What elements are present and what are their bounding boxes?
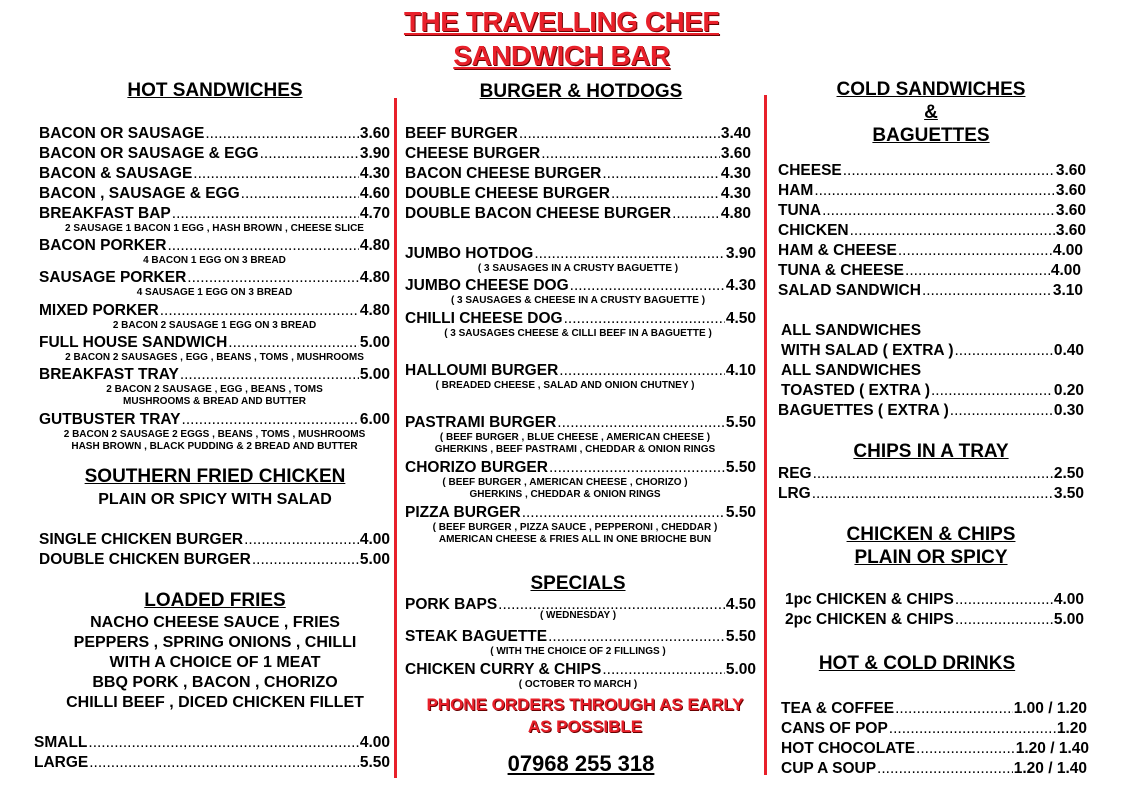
item-name: GUTBUSTER TRAY bbox=[39, 411, 181, 428]
item-price: 3.10 bbox=[1052, 282, 1083, 299]
menu-item bbox=[781, 740, 1089, 758]
item-name: LRG bbox=[778, 485, 811, 502]
item-price: 3.60 bbox=[1055, 182, 1086, 199]
dot-leader bbox=[955, 611, 1053, 629]
dot-leader bbox=[182, 411, 359, 429]
menu-item bbox=[39, 145, 390, 163]
phone-number[interactable]: 07968 255 318 bbox=[507, 751, 655, 776]
menu-item bbox=[778, 202, 1086, 220]
item-note: 4 SAUSAGE 1 EGG ON 3 BREAD bbox=[136, 287, 293, 298]
item-price: 3.90 bbox=[359, 145, 390, 162]
dot-leader bbox=[167, 237, 358, 255]
item-price: 4.30 bbox=[720, 165, 751, 182]
loaded-fries-heading: LOADED FRIES bbox=[144, 590, 286, 611]
specials-heading: SPECIALS bbox=[530, 573, 626, 594]
item-name: SALAD SANDWICH bbox=[778, 282, 921, 299]
item-note: HASH BROWN , BLACK PUDDING & 2 BREAD AND BUTTER bbox=[71, 441, 358, 452]
item-price: 4.00 bbox=[1052, 242, 1083, 259]
item-name: BREAKFAST TRAY bbox=[39, 366, 179, 383]
item-price: 4.50 bbox=[725, 310, 756, 327]
dot-leader bbox=[814, 182, 1055, 200]
item-price: 4.80 bbox=[720, 205, 751, 222]
menu-item bbox=[405, 310, 756, 328]
menu-item bbox=[39, 237, 390, 255]
dot-leader bbox=[905, 262, 1050, 280]
menu-item bbox=[39, 366, 390, 384]
cold-sandwiches-heading-amp: & bbox=[924, 102, 938, 123]
menu-item bbox=[785, 591, 1084, 609]
item-note: AMERICAN CHEESE & FRIES ALL IN ONE BRIOCHE BUN bbox=[438, 534, 712, 545]
dot-leader bbox=[672, 205, 720, 223]
item-price: 4.80 bbox=[359, 302, 390, 319]
item-note: 2 SAUSAGE 1 BACON 1 EGG , HASH BROWN , CHEESE SLICE bbox=[65, 223, 364, 234]
menu-item bbox=[39, 125, 390, 143]
item-price: 3.60 bbox=[1055, 162, 1086, 179]
item-name: CHICKEN bbox=[778, 222, 849, 239]
item-price: 4.00 bbox=[1050, 262, 1081, 279]
item-price: 5.50 bbox=[725, 414, 756, 431]
dot-leader bbox=[895, 700, 1013, 718]
item-note: ( WITH THE CHOICE OF 2 FILLINGS ) bbox=[490, 646, 666, 657]
loaded-fries-line: BBQ PORK , BACON , CHORIZO bbox=[92, 674, 338, 691]
menu-item bbox=[34, 734, 390, 752]
item-price: 4.50 bbox=[725, 596, 756, 613]
column-divider-right bbox=[764, 95, 767, 775]
item-price: 1.20 / 1.40 bbox=[1015, 740, 1089, 757]
dot-leader bbox=[260, 145, 359, 163]
item-name: CHICKEN CURRY & CHIPS bbox=[405, 661, 602, 678]
chips-heading: CHIPS IN A TRAY bbox=[853, 441, 1009, 462]
dot-leader bbox=[898, 242, 1052, 260]
dot-leader bbox=[602, 165, 719, 183]
item-note: ( 3 SAUSAGES IN A CRUSTY BAGUETTE ) bbox=[477, 263, 679, 274]
dot-leader bbox=[241, 185, 359, 203]
item-name: BACON OR SAUSAGE & EGG bbox=[39, 145, 259, 162]
dot-leader bbox=[205, 125, 358, 143]
dot-leader bbox=[88, 734, 358, 752]
menu-item bbox=[778, 485, 1084, 503]
item-note: 2 BACON 2 SAUSAGE 2 EGGS , BEANS , TOMS , MUSHROOMS bbox=[63, 429, 366, 440]
item-name: CHILLI CHEESE DOG bbox=[405, 310, 563, 327]
menu-item bbox=[405, 628, 756, 646]
dot-leader bbox=[549, 459, 725, 477]
dot-leader bbox=[228, 334, 359, 352]
baguettes-heading: BAGUETTES bbox=[872, 125, 990, 146]
dot-leader bbox=[922, 282, 1052, 300]
menu-item bbox=[39, 165, 390, 183]
item-price: 5.50 bbox=[725, 628, 756, 645]
dot-leader bbox=[244, 531, 359, 549]
item-name: SMALL bbox=[34, 734, 88, 751]
menu-item bbox=[39, 551, 390, 569]
item-name: TUNA bbox=[778, 202, 822, 219]
dot-leader bbox=[822, 202, 1055, 220]
item-name: WITH SALAD ( EXTRA ) bbox=[781, 342, 954, 359]
menu-item bbox=[778, 262, 1081, 280]
dot-leader bbox=[522, 504, 725, 522]
extras-line bbox=[781, 362, 1081, 380]
item-name: CHORIZO BURGER bbox=[405, 459, 548, 476]
item-name: DOUBLE CHICKEN BURGER bbox=[39, 551, 251, 568]
dot-leader bbox=[564, 310, 725, 328]
item-price: 3.40 bbox=[720, 125, 751, 142]
dot-leader bbox=[602, 661, 724, 679]
item-price: 4.30 bbox=[725, 277, 756, 294]
item-price: 3.60 bbox=[1055, 202, 1086, 219]
menu-item bbox=[405, 661, 756, 679]
item-price: 4.10 bbox=[725, 362, 756, 379]
dot-leader bbox=[916, 740, 1015, 758]
dot-leader bbox=[534, 245, 725, 263]
dot-leader bbox=[559, 362, 725, 380]
item-note: ( BEEF BURGER , AMERICAN CHEESE , CHORIZO ) bbox=[442, 477, 688, 488]
chicken-chips-heading: CHICKEN & CHIPS bbox=[846, 524, 1016, 545]
item-name: REG bbox=[778, 465, 812, 482]
dot-leader bbox=[160, 302, 359, 320]
menu-item bbox=[781, 700, 1087, 718]
dot-leader bbox=[611, 185, 720, 203]
item-note: ( BREADED CHEESE , SALAD AND ONION CHUTNEY ) bbox=[435, 380, 695, 391]
item-note: ( OCTOBER TO MARCH ) bbox=[518, 679, 638, 690]
menu-item bbox=[778, 402, 1084, 420]
menu-item bbox=[39, 531, 390, 549]
item-note: ( 3 SAUSAGES & CHEESE IN A CRUSTY BAGUETTE ) bbox=[450, 295, 706, 306]
item-price: 3.90 bbox=[725, 245, 756, 262]
item-price: 4.00 bbox=[1053, 591, 1084, 608]
item-note: ( 3 SAUSAGES CHEESE & CILLI BEEF IN A BAGUETTE ) bbox=[444, 328, 712, 339]
item-name: HOT CHOCOLATE bbox=[781, 740, 916, 757]
item-price: 0.20 bbox=[1053, 382, 1084, 399]
menu-item bbox=[781, 760, 1087, 778]
menu-item bbox=[39, 269, 390, 287]
item-name: MIXED PORKER bbox=[39, 302, 159, 319]
item-price: 5.00 bbox=[359, 551, 390, 568]
cold-sandwiches-heading: COLD SANDWICHES bbox=[836, 79, 1026, 100]
item-name: HALLOUMI BURGER bbox=[405, 362, 559, 379]
item-price: 2.50 bbox=[1053, 465, 1084, 482]
item-note: ( BEEF BURGER , BLUE CHEESE , AMERICAN CHEESE ) bbox=[439, 432, 711, 443]
phone-orders-notice: PHONE ORDERS THROUGH AS EARLY bbox=[426, 695, 744, 714]
menu-item bbox=[405, 125, 751, 143]
dot-leader bbox=[187, 269, 359, 287]
item-price: 5.00 bbox=[359, 334, 390, 351]
item-name: JUMBO CHEESE DOG bbox=[405, 277, 569, 294]
menu-item bbox=[405, 504, 756, 522]
item-name: SAUSAGE PORKER bbox=[39, 269, 187, 286]
item-price: 4.60 bbox=[359, 185, 390, 202]
item-name: SINGLE CHICKEN BURGER bbox=[39, 531, 244, 548]
item-name: STEAK BAGUETTE bbox=[405, 628, 548, 645]
southern-fried-chicken-heading: SOUTHERN FRIED CHICKEN bbox=[84, 466, 346, 487]
loaded-fries-line: CHILLI BEEF , DICED CHICKEN FILLET bbox=[66, 694, 364, 711]
item-price: 3.50 bbox=[1053, 485, 1084, 502]
item-name: FULL HOUSE SANDWICH bbox=[39, 334, 228, 351]
item-note: 2 BACON 2 SAUSAGES , EGG , BEANS , TOMS , MUSHROOMS bbox=[65, 352, 364, 363]
dot-leader bbox=[557, 414, 725, 432]
dot-leader bbox=[812, 485, 1053, 503]
menu-item bbox=[39, 334, 390, 352]
item-name: BACON & SAUSAGE bbox=[39, 165, 193, 182]
item-name: PASTRAMI BURGER bbox=[405, 414, 557, 431]
item-name: DOUBLE BACON CHEESE BURGER bbox=[405, 205, 672, 222]
menu-item bbox=[405, 165, 751, 183]
item-price: 4.00 bbox=[359, 734, 390, 751]
dot-leader bbox=[193, 165, 359, 183]
menu-item bbox=[405, 277, 756, 295]
item-price: 4.80 bbox=[359, 269, 390, 286]
item-price: 1.00 / 1.20 bbox=[1013, 700, 1087, 717]
menu-item bbox=[405, 245, 756, 263]
menu-item bbox=[781, 382, 1084, 400]
item-name: BACON , SAUSAGE & EGG bbox=[39, 185, 240, 202]
item-name: HAM & CHEESE bbox=[778, 242, 897, 259]
drinks-heading: HOT & COLD DRINKS bbox=[818, 653, 1016, 674]
item-price: 5.00 bbox=[1053, 611, 1084, 628]
menu-item bbox=[405, 459, 756, 477]
item-note: GHERKINS , BEEF PASTRAMI , CHEDDAR & ONION RINGS bbox=[434, 444, 716, 455]
menu-item bbox=[405, 414, 756, 432]
menu-item bbox=[39, 205, 390, 223]
menu-item bbox=[39, 302, 390, 320]
item-note: GHERKINS , CHEDDAR & ONION RINGS bbox=[469, 489, 661, 500]
menu-item bbox=[781, 342, 1084, 360]
dot-leader bbox=[955, 342, 1053, 360]
menu-item bbox=[778, 242, 1083, 260]
item-price: 4.80 bbox=[359, 237, 390, 254]
dot-leader bbox=[850, 222, 1055, 240]
item-note: ( WEDNESDAY ) bbox=[539, 610, 617, 621]
hot-sandwiches-heading: HOT SANDWICHES bbox=[127, 80, 303, 101]
item-note: ( BEEF BURGER , PIZZA SAUCE , PEPPERONI , CHEDDAR ) bbox=[432, 522, 718, 533]
item-name: JUMBO HOTDOG bbox=[405, 245, 534, 262]
item-name: 2pc CHICKEN & CHIPS bbox=[785, 611, 954, 628]
menu-item bbox=[778, 182, 1086, 200]
item-name: CUP A SOUP bbox=[781, 760, 877, 777]
item-name: TOASTED ( EXTRA ) bbox=[781, 382, 930, 399]
dot-leader bbox=[172, 205, 359, 223]
menu-item bbox=[405, 145, 751, 163]
menu-title-line1: THE TRAVELLING CHEF bbox=[403, 6, 720, 37]
item-name: CHEESE bbox=[778, 162, 842, 179]
menu-item bbox=[781, 720, 1087, 738]
item-name: BREAKFAST BAP bbox=[39, 205, 171, 222]
item-note: 4 BACON 1 EGG ON 3 BREAD bbox=[143, 255, 286, 266]
dot-leader bbox=[252, 551, 359, 569]
dot-leader bbox=[548, 628, 725, 646]
menu-item bbox=[778, 162, 1086, 180]
column-divider-left bbox=[394, 98, 397, 778]
dot-leader bbox=[180, 366, 359, 384]
item-name: HAM bbox=[778, 182, 814, 199]
item-name: PIZZA BURGER bbox=[405, 504, 521, 521]
dot-leader bbox=[889, 720, 1056, 738]
item-name: BACON PORKER bbox=[39, 237, 167, 254]
item-name: DOUBLE CHEESE BURGER bbox=[405, 185, 610, 202]
item-price: 3.60 bbox=[1055, 222, 1086, 239]
menu-item bbox=[778, 282, 1083, 300]
item-price: 0.30 bbox=[1053, 402, 1084, 419]
item-price: 4.70 bbox=[359, 205, 390, 222]
item-price: 1.20 bbox=[1056, 720, 1087, 737]
dot-leader bbox=[950, 402, 1053, 420]
dot-leader bbox=[570, 277, 725, 295]
dot-leader bbox=[519, 125, 720, 143]
item-name: BACON OR SAUSAGE bbox=[39, 125, 205, 142]
menu-item bbox=[778, 222, 1086, 240]
phone-orders-notice-2: AS POSSIBLE bbox=[527, 717, 643, 736]
dot-leader bbox=[541, 145, 720, 163]
item-name: BAGUETTES ( EXTRA ) bbox=[778, 402, 949, 419]
item-price: 0.40 bbox=[1053, 342, 1084, 359]
item-price: 5.00 bbox=[725, 661, 756, 678]
item-note: 2 BACON 2 SAUSAGE 1 EGG ON 3 BREAD bbox=[112, 320, 317, 331]
item-price: 1.20 / 1.40 bbox=[1013, 760, 1087, 777]
dot-leader bbox=[877, 760, 1013, 778]
menu-item bbox=[34, 754, 390, 772]
menu-title-line2: SANDWICH BAR bbox=[453, 40, 670, 71]
item-price: 4.00 bbox=[359, 531, 390, 548]
item-price: 3.60 bbox=[359, 125, 390, 142]
menu-item bbox=[785, 611, 1084, 629]
item-name: 1pc CHICKEN & CHIPS bbox=[785, 591, 954, 608]
item-note: 2 BACON 2 SAUSAGE , EGG , BEANS , TOMS bbox=[106, 384, 323, 395]
menu-item bbox=[405, 205, 751, 223]
extras-text: ALL SANDWICHES bbox=[781, 362, 922, 379]
dot-leader bbox=[843, 162, 1055, 180]
item-name: TUNA & CHEESE bbox=[778, 262, 905, 279]
item-price: 4.30 bbox=[359, 165, 390, 182]
item-price: 5.50 bbox=[725, 504, 756, 521]
dot-leader bbox=[89, 754, 359, 772]
dot-leader bbox=[813, 465, 1053, 483]
menu-item bbox=[39, 411, 390, 429]
menu-item bbox=[405, 362, 756, 380]
loaded-fries-line: PEPPERS , SPRING ONIONS , CHILLI bbox=[73, 634, 357, 651]
item-price: 4.30 bbox=[720, 185, 751, 202]
item-price: 5.00 bbox=[359, 366, 390, 383]
burger-hotdogs-heading: BURGER & HOTDOGS bbox=[479, 81, 683, 102]
dot-leader bbox=[955, 591, 1053, 609]
menu-item bbox=[778, 465, 1084, 483]
item-name: CHEESE BURGER bbox=[405, 145, 541, 162]
loaded-fries-line: NACHO CHEESE SAUCE , FRIES bbox=[90, 614, 340, 631]
item-name: TEA & COFFEE bbox=[781, 700, 895, 717]
item-name: CANS OF POP bbox=[781, 720, 888, 737]
item-name: PORK BAPS bbox=[405, 596, 498, 613]
menu-item bbox=[39, 185, 390, 203]
menu-item bbox=[405, 185, 751, 203]
chicken-chips-subheading: PLAIN OR SPICY bbox=[854, 547, 1008, 568]
item-price: 6.00 bbox=[359, 411, 390, 428]
extras-text: ALL SANDWICHES bbox=[781, 322, 922, 339]
item-name: LARGE bbox=[34, 754, 89, 771]
southern-subtitle: PLAIN OR SPICY WITH SALAD bbox=[98, 491, 332, 508]
extras-line bbox=[781, 322, 1081, 340]
item-price: 5.50 bbox=[359, 754, 390, 771]
item-price: 3.60 bbox=[720, 145, 751, 162]
item-name: BACON CHEESE BURGER bbox=[405, 165, 602, 182]
loaded-fries-line: WITH A CHOICE OF 1 MEAT bbox=[109, 654, 321, 671]
item-price: 5.50 bbox=[725, 459, 756, 476]
dot-leader bbox=[931, 382, 1053, 400]
item-name: BEEF BURGER bbox=[405, 125, 518, 142]
item-note: MUSHROOMS & BREAD AND BUTTER bbox=[123, 396, 306, 407]
